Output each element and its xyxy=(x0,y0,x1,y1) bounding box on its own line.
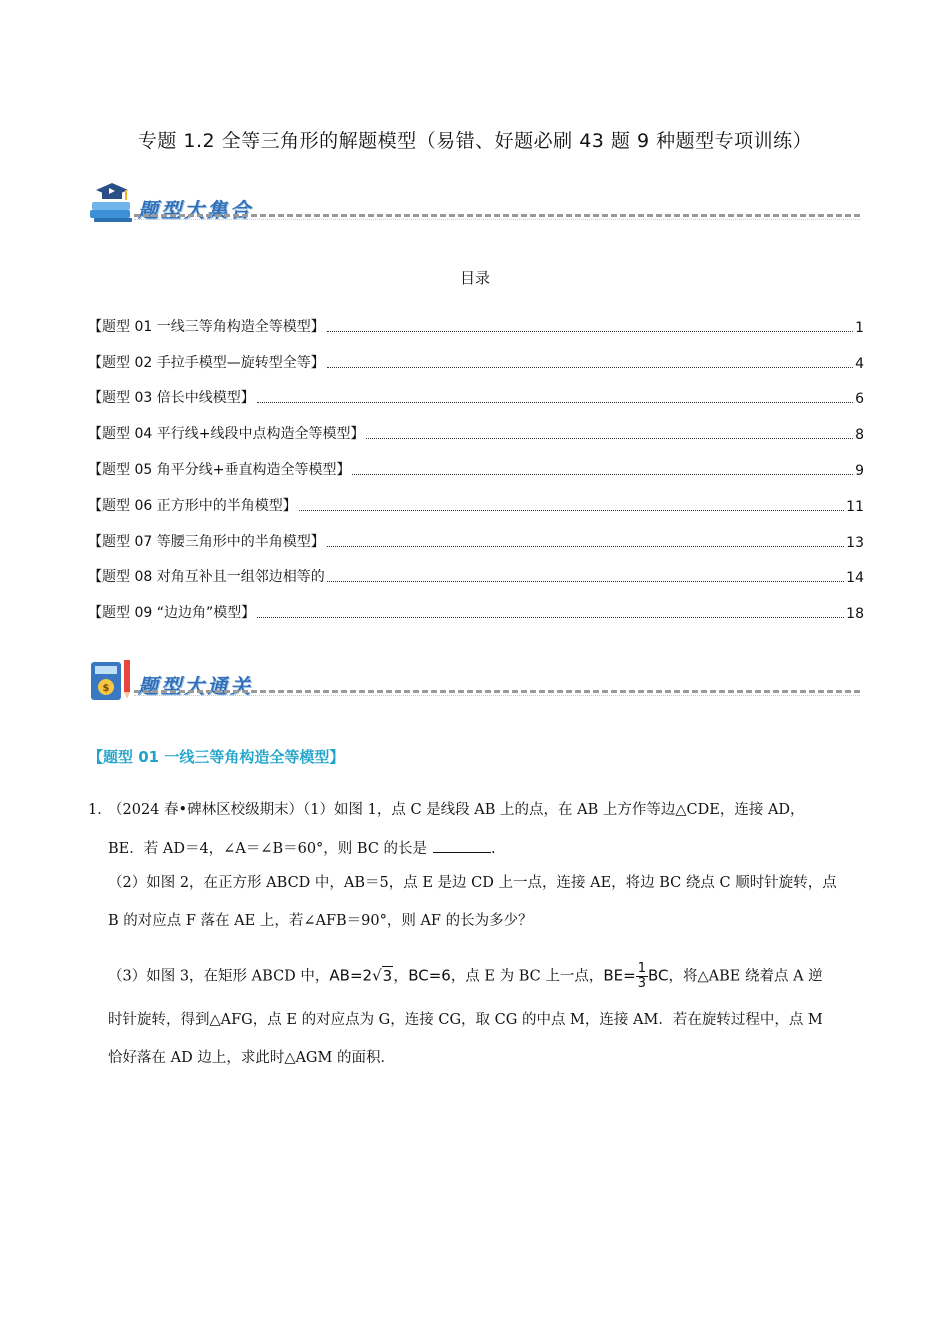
toc-item-page: 18 xyxy=(846,606,864,623)
toc-item[interactable] xyxy=(88,407,864,443)
problem-number: 1． xyxy=(88,802,112,818)
toc-leader xyxy=(327,331,853,332)
toc-item-text: 【题型 05 角平分线+垂直构造全等模型】 xyxy=(88,461,351,478)
toc-item-text: 【题型 09 “边边角”模型】 xyxy=(88,605,256,622)
problem-line: 时针旋转，得到△AFG，点 E 的对应点为 G，连接 CG，取 CG 的中点 M，连接 AM．若在旋转过程中，点 M xyxy=(108,1012,823,1028)
math-sqrt-value: 3 xyxy=(382,966,393,985)
problem-text: （3）如图 3，在矩形 ABCD 中， xyxy=(108,968,330,985)
toc-item-text: 【题型 01 一线三等角构造全等模型】 xyxy=(88,318,325,335)
problem-line: 恰好落在 AD 边上，求此时△AGM 的面积． xyxy=(108,1050,395,1066)
problem-text: ，将△ABE 绕着点 A 逆 xyxy=(668,968,823,985)
toc-item[interactable] xyxy=(88,300,864,336)
toc-leader xyxy=(257,617,844,618)
toc-item-text: 【题型 03 倍长中线模型】 xyxy=(88,390,255,407)
problem-text: . xyxy=(491,841,496,857)
section-banner-practice xyxy=(88,656,860,702)
toc-item-page: 9 xyxy=(855,462,864,479)
toc-item-page: 8 xyxy=(855,427,864,444)
divider xyxy=(134,690,860,693)
toc-item-text: 【题型 08 对角互补且一组邻边相等的 xyxy=(88,569,325,586)
toc-item-page: 11 xyxy=(846,498,864,515)
document-title: 专题 1.2 全等三角形的解题模型（易错、好题必刷 43 题 9 种题型专项训练） xyxy=(137,130,813,152)
fraction-denominator: 3 xyxy=(637,976,646,991)
toc-item[interactable] xyxy=(88,586,864,622)
toc-leader xyxy=(299,510,844,511)
toc-item[interactable] xyxy=(88,336,864,372)
toc-item-text: 【题型 06 正方形中的半角模型】 xyxy=(88,497,297,514)
divider-shadow xyxy=(134,219,860,220)
toc-item-page: 13 xyxy=(846,534,864,551)
toc-item-text: 【题型 04 平行线+线段中点构造全等模型】 xyxy=(88,426,365,443)
section-banner-collection xyxy=(88,180,860,226)
divider xyxy=(134,214,860,217)
toc-leader xyxy=(327,546,844,547)
calculator-pencil-icon xyxy=(88,656,134,702)
toc-item[interactable] xyxy=(88,443,864,479)
toc-item[interactable] xyxy=(88,479,864,515)
problem-line xyxy=(108,962,823,991)
section-heading: 【题型 01 一线三等角构造全等模型】 xyxy=(88,748,345,766)
problem-line: （2）如图 2，在正方形 ABCD 中，AB＝5，点 E 是边 CD 上一点，连接 AE，将边 BC 绕点 C 顺时针旋转，点 xyxy=(108,875,837,891)
math-bc2: BC xyxy=(647,966,669,985)
toc-item[interactable] xyxy=(88,372,864,408)
sqrt-symbol: √ xyxy=(372,966,382,985)
banner-label: 题型大集合 xyxy=(138,198,253,222)
toc-item-page: 14 xyxy=(846,570,864,587)
toc-leader xyxy=(257,402,853,403)
table-of-contents xyxy=(88,300,864,622)
toc-leader xyxy=(327,581,844,582)
svg-text:$: $ xyxy=(102,683,110,694)
toc-item-page: 4 xyxy=(855,355,864,372)
toc-title: 目录 xyxy=(459,269,490,287)
math-be: BE= xyxy=(603,966,636,985)
problem-text: BE．若 AD＝4，∠A＝∠B＝60°，则 BC 的长是 xyxy=(108,841,428,857)
toc-item-page: 1 xyxy=(855,319,864,336)
banner-label: 题型大通关 xyxy=(138,674,253,698)
toc-item-text: 【题型 02 手拉手模型—旋转型全等】 xyxy=(88,354,325,371)
problem-line: B 的对应点 F 落在 AE 上，若∠AFB＝90°，则 AF 的长为多少？ xyxy=(108,913,533,929)
math-ab: AB=2 xyxy=(329,966,373,985)
problem-line xyxy=(108,838,496,859)
problem-text: ，点 E 为 BC 上一点， xyxy=(450,968,604,985)
toc-leader xyxy=(327,367,853,368)
toc-leader xyxy=(352,474,853,475)
toc-leader xyxy=(366,438,853,439)
toc-item-text: 【题型 07 等腰三角形中的半角模型】 xyxy=(88,533,325,550)
toc-item[interactable] xyxy=(88,515,864,551)
books-graduation-cap-icon xyxy=(88,180,134,226)
fraction xyxy=(636,962,648,991)
math-bc: ，BC=6 xyxy=(393,966,451,985)
toc-item-page: 6 xyxy=(855,391,864,408)
fraction-numerator: 1 xyxy=(637,961,646,976)
problem-line: （2024 春•碑林区校级期末）（1）如图 1，点 C 是线段 AB 上的点，在 AB 上方作等边△CDE，连接 AD， xyxy=(108,802,805,818)
answer-blank[interactable] xyxy=(433,838,491,853)
toc-item[interactable] xyxy=(88,551,864,587)
divider-shadow xyxy=(134,695,860,696)
